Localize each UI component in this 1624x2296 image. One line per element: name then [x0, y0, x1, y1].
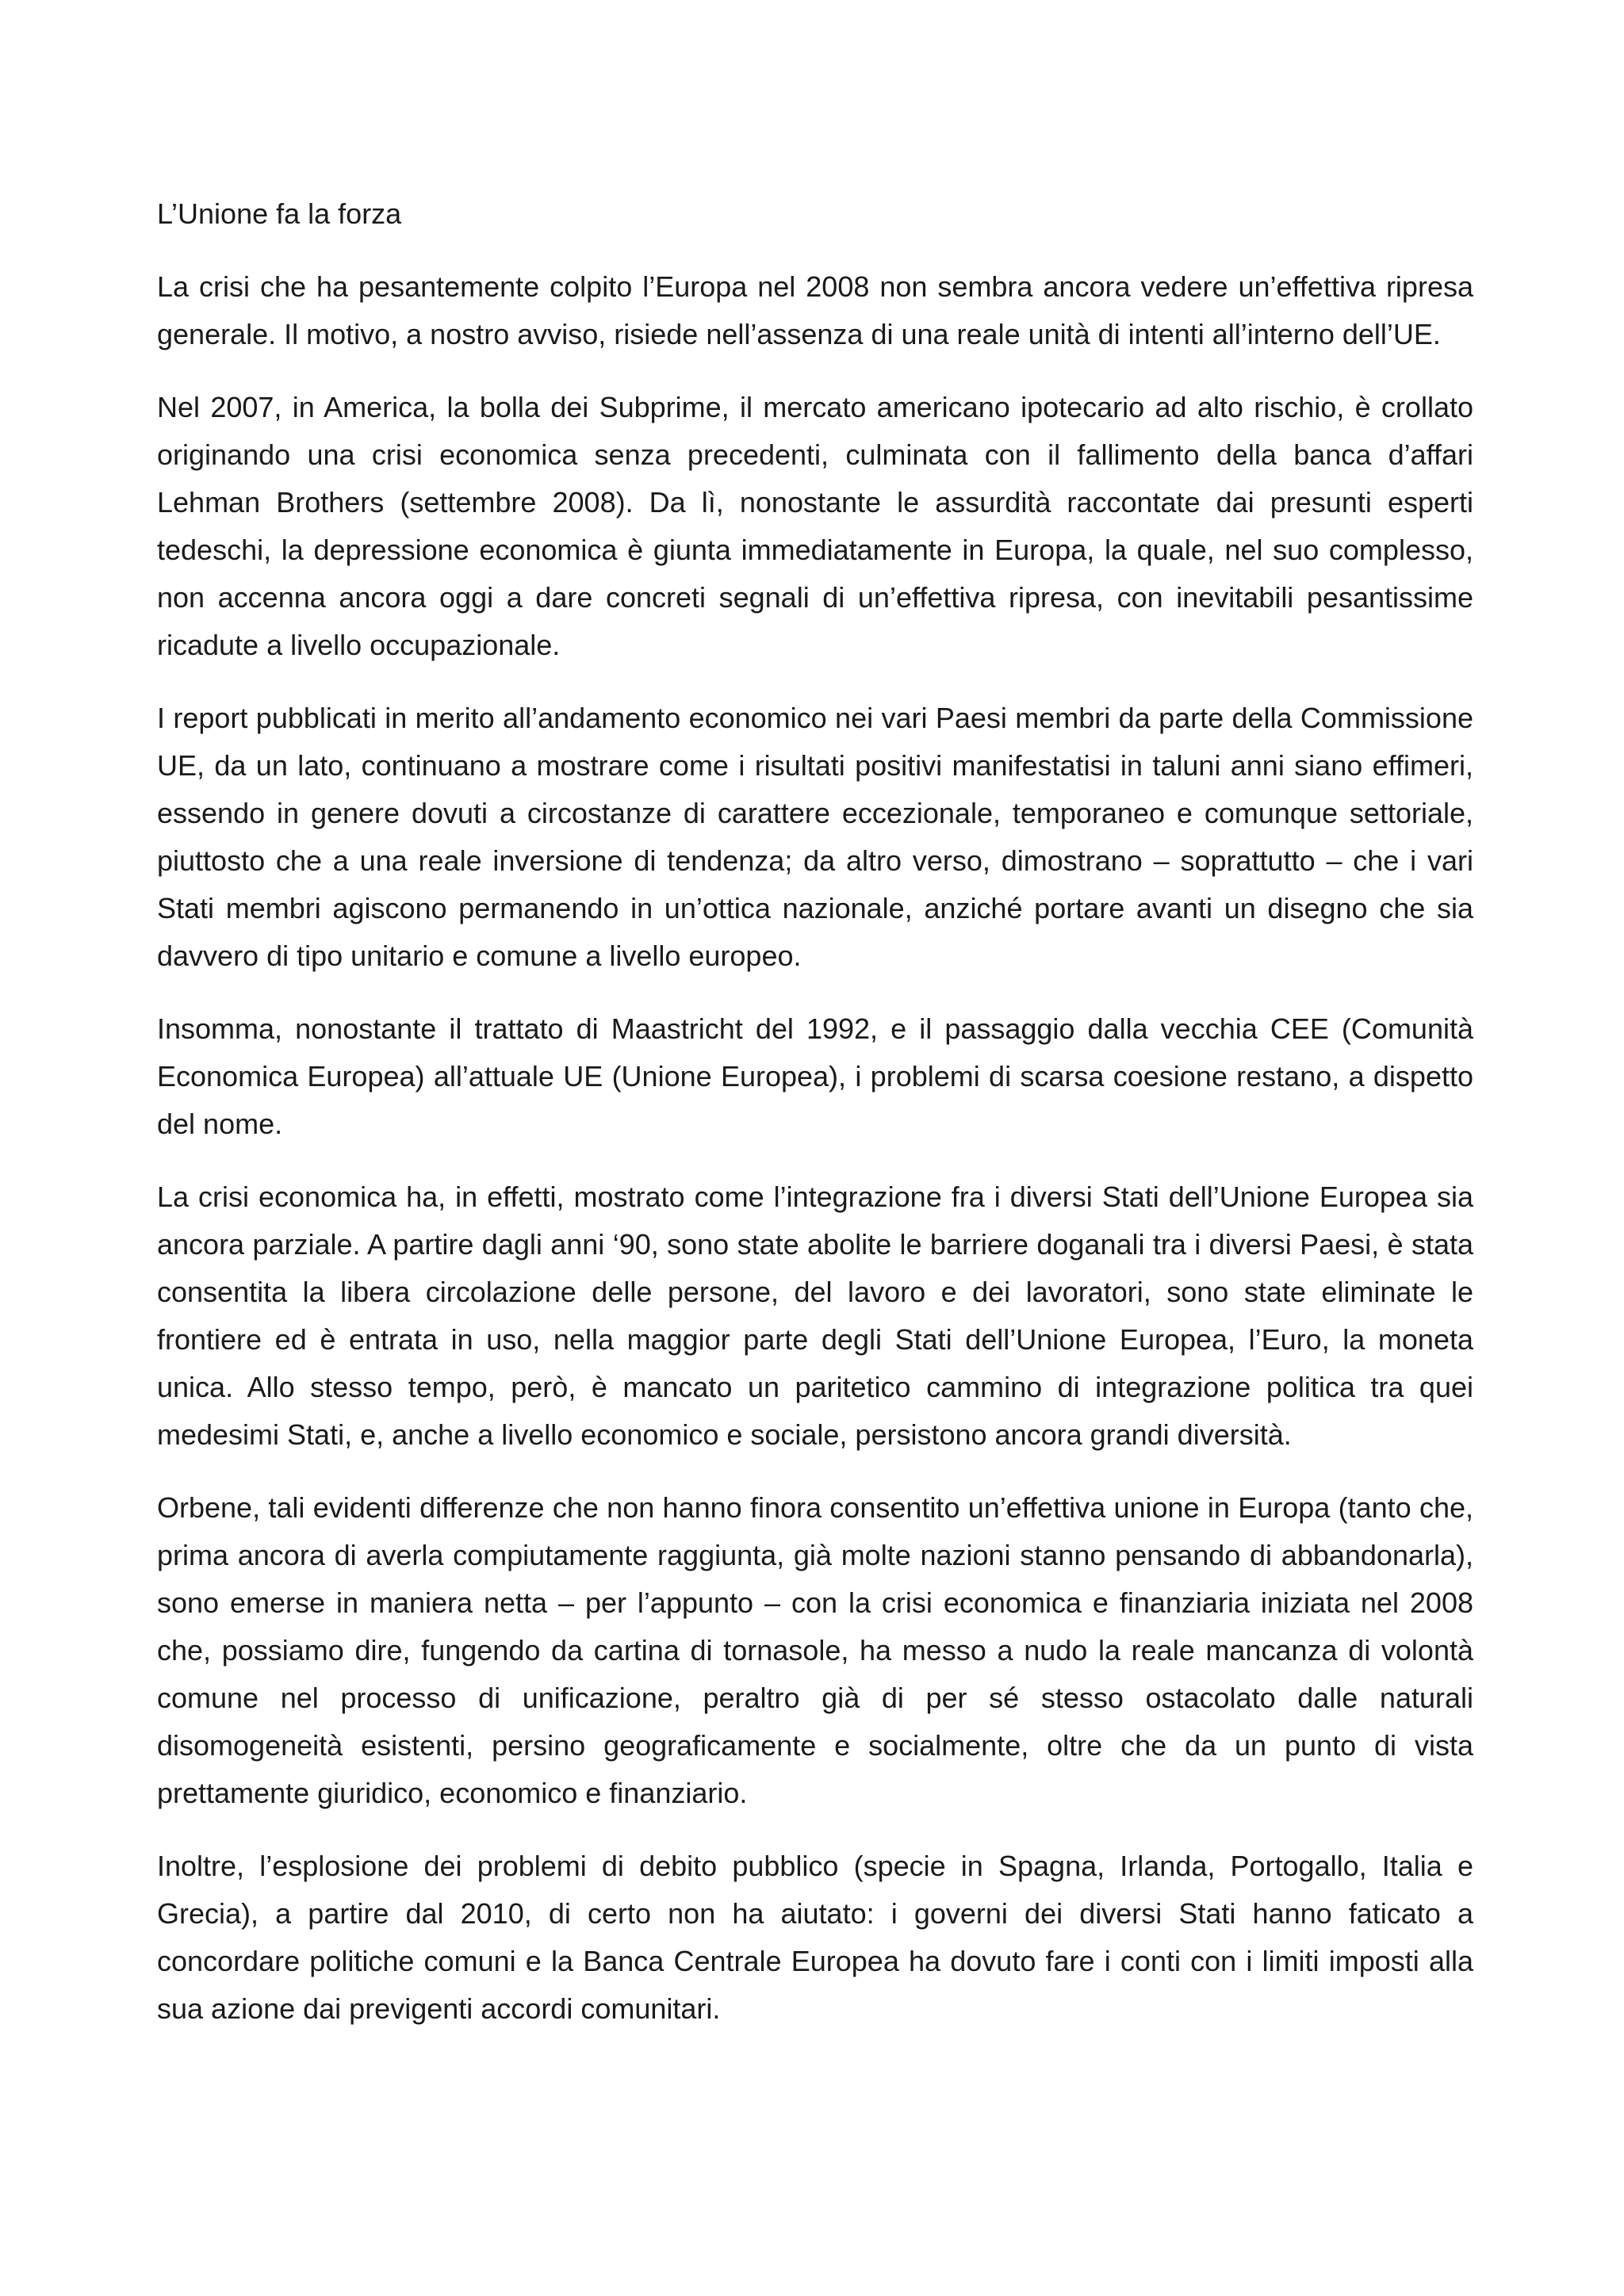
paragraph-2: Nel 2007, in America, la bolla dei Subprime, il mercato americano ipotecario ad alto rischio, è crollato originando una crisi economica senza precedenti, culminata con il fallimento della banca d’affari Lehman Brothers (settembre 2008). Da lì, nonostante le assurdità raccontate dai presunti esperti tedeschi, la depressione economica è giunta immediatamente in Europa, la quale, nel suo complesso, non accenna ancora oggi a dare concreti segnali di un’effettiva ripresa, con inevitabili pesantissime ricadute a livello occupazionale. [157, 391, 1473, 661]
document-title: L’Unione fa la forza [157, 197, 402, 230]
paragraph-3: I report pubblicati in merito all’andamento economico nei vari Paesi membri da parte della Commissione UE, da un lato, continuano a mostrare come i risultati positivi manifestatisi in taluni anni siano effimeri, essendo in genere dovuti a circostanze di carattere eccezionale, temporaneo e comunque settoriale, piuttosto che a una reale inversione di tendenza; da altro verso, dimostrano – soprattutto – che i vari Stati membri agiscono permanendo in un’ottica nazionale, anziché portare avanti un disegno che sia davvero di tipo unitario e comune a livello europeo. [157, 702, 1473, 972]
paragraph-7: Inoltre, l’esplosione dei problemi di debito pubblico (specie in Spagna, Irlanda, Portogallo, Italia e Grecia), a partire dal 2010, di certo non ha aiutato: i governi dei diversi Stati hanno faticato a concordare politiche comuni e la Banca Centrale Europea ha dovuto fare i conti con i limiti imposti alla sua azione dai previgenti accordi comunitari. [157, 1850, 1473, 2025]
paragraph-4: Insomma, nonostante il trattato di Maastricht del 1992, e il passaggio dalla vecchia CEE (Comunità Economica Europea) all’attuale UE (Unione Europea), i problemi di scarsa coesione restano, a dispetto del nome. [157, 1012, 1473, 1140]
paragraph-5: La crisi economica ha, in effetti, mostrato come l’integrazione fra i diversi Stati dell’Unione Europea sia ancora parziale. A partire dagli anni ‘90, sono state abolite le barriere doganali tra i diversi Paesi, è stata consentita la libera circolazione delle persone, del lavoro e dei lavoratori, sono state eliminate le frontiere ed è entrata in uso, nella maggior parte degli Stati dell’Unione Europea, l’Euro, la moneta unica. Allo stesso tempo, però, è mancato un paritetico cammino di integrazione politica tra quei medesimi Stati, e, anche a livello economico e sociale, persistono ancora grandi diversità. [157, 1181, 1473, 1451]
paragraph-1: La crisi che ha pesantemente colpito l’Europa nel 2008 non sembra ancora vedere un’effettiva ripresa generale. Il motivo, a nostro avviso, risiede nell’assenza di una reale unità di intenti all’interno dell’UE. [157, 270, 1473, 350]
paragraph-6: Orbene, tali evidenti differenze che non hanno finora consentito un’effettiva unione in Europa (tanto che, prima ancora di averla compiutamente raggiunta, già molte nazioni stanno pensando di abbandonarla), sono emerse in maniera netta – per l’appunto – con la crisi economica e finanziaria iniziata nel 2008 che, possiamo dire, fungendo da cartina di tornasole, ha messo a nudo la reale mancanza di volontà comune nel processo di unificazione, peraltro già di per sé stesso ostacolato dalle naturali disomogeneità esistenti, persino geograficamente e socialmente, oltre che da un punto di vista prettamente giuridico, economico e finanziario. [157, 1491, 1473, 1809]
document-page [157, 190, 1473, 2058]
